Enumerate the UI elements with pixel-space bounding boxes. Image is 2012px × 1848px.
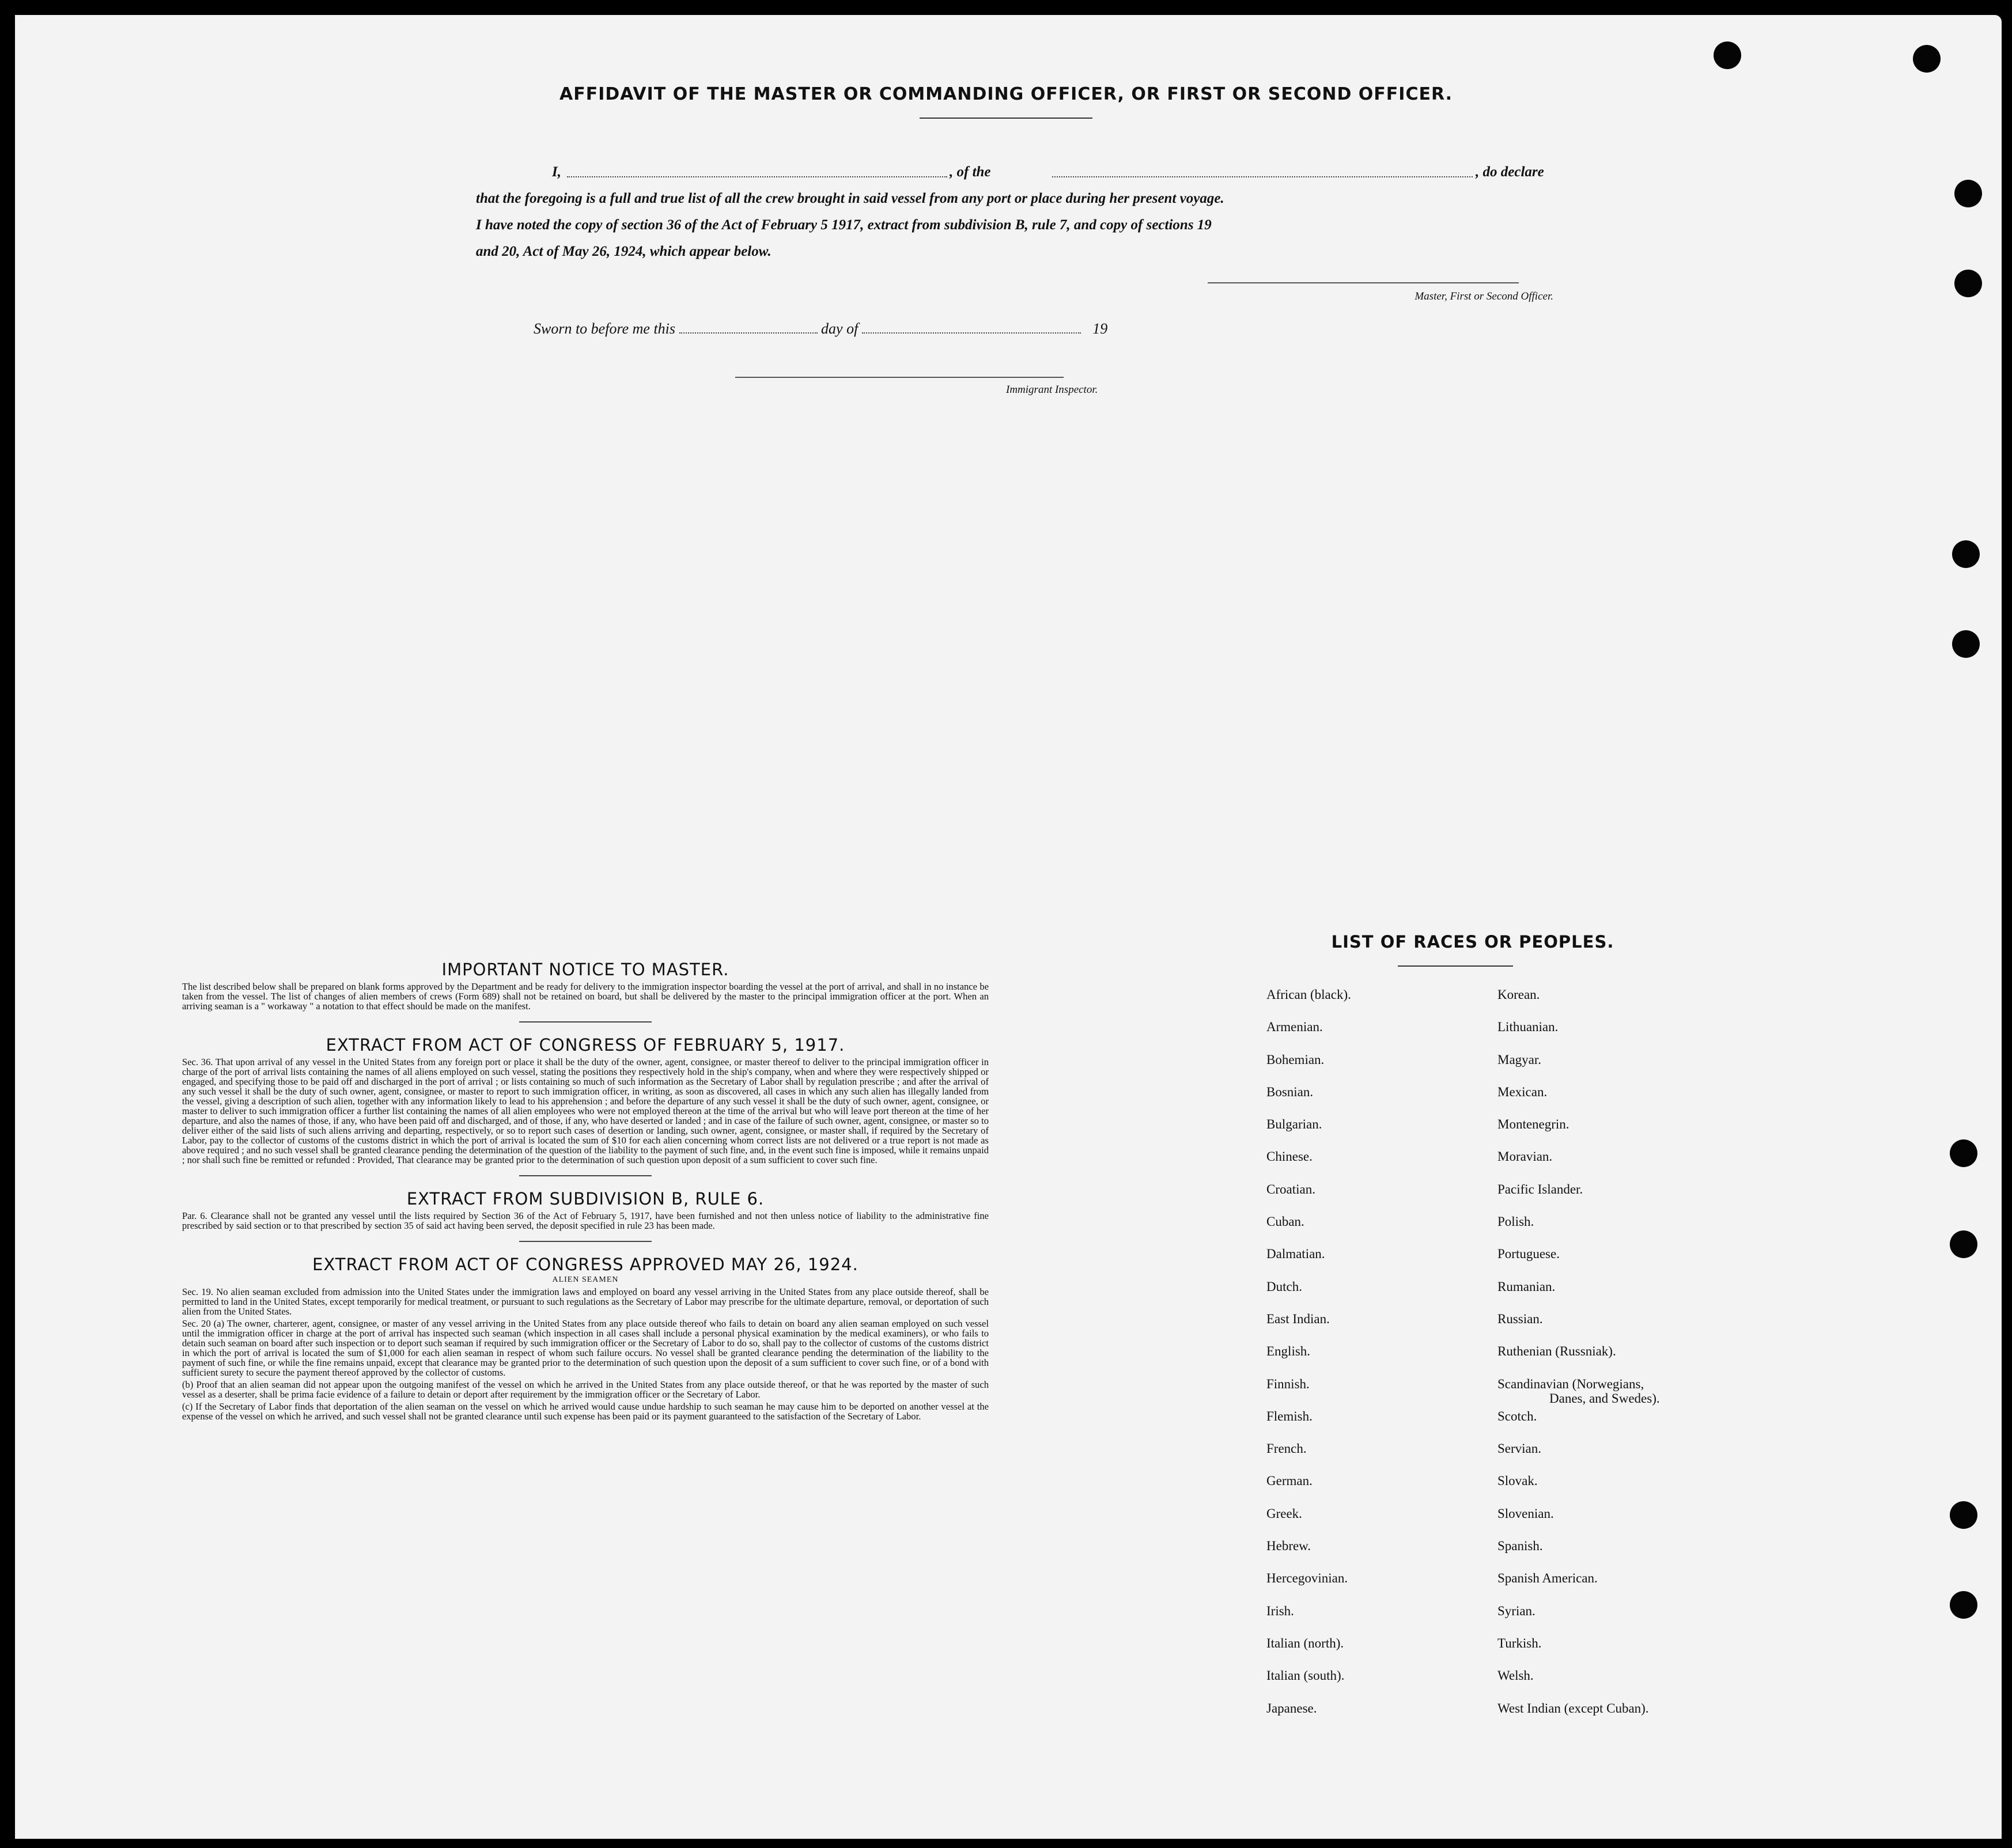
race-item: Spanish American. [1497,1571,1598,1586]
race-item: Spanish. [1497,1539,1543,1554]
alien-seamen-subhead: ALIEN SEAMEN [552,1275,619,1284]
day-of-label: day of [821,320,858,337]
extract-1924-title: EXTRACT FROM ACT OF CONGRESS APPROVED MAY 26, 1924. [312,1255,858,1274]
race-item: African (black). [1266,987,1351,1002]
rule6-title: EXTRACT FROM SUBDIVISION B, RULE 6. [406,1189,765,1209]
race-item: Magyar. [1497,1052,1542,1067]
race-item: French. [1266,1441,1307,1456]
race-item: Syrian. [1497,1603,1536,1618]
race-item: Finnish. [1266,1376,1310,1391]
race-item: Flemish. [1266,1408,1313,1423]
race-item: Mexican. [1497,1084,1548,1099]
race-item: Rumanian. [1497,1279,1556,1294]
race-item: Polish. [1497,1214,1534,1229]
inspector-label: Immigrant Inspector. [1006,384,1098,396]
race-item: Pacific Islander. [1497,1181,1583,1196]
race-item-multiline [1497,1377,1660,1409]
do-declare-label: , do declare [1476,164,1544,180]
punch-hole [1714,41,1741,69]
race-item: Italian (north). [1266,1635,1344,1650]
sec20a-body: Sec. 20 (a) The owner, charterer, agent, consignee, or master of any vessel arriving in the United States from any place outside thereof who fails to detain on board any alien seaman employed on such vessel until the immigration officer in charge at the port of arrival has inspected such seaman (which inspection in all cases shall include a personal physical examination by the medical examiners), or who fails to detain such seaman on board after such inspection or to deport such seaman if required by such immigration officer or the Secretary of Labor to do so, shall pay to the collector of customs of the customs district in which the port of arrival is located the sum of $1,000 for each alien seaman in respect of whom such failure occurs. No vessel shall be granted clearance pending the determination of the liability to the payment of such fine, or while the fine remains unpaid, except that clearance may be granted prior to the determination of such question upon the deposit of a sum sufficient to cover such fine, or of a bond with sufficient surety to secure the payment thereof approved by the collector of customs. [182,1318,989,1378]
sec20b-body: (b) Proof that an alien seaman did not appear upon the outgoing manifest of the vessel on which he arrived in the United States from any place outside thereof, or that he was reported by the master of such vessel as a deserter, shall be prima facie evidence of a failure to detain or deport after requirement by the immigration officer or the Secretary of Labor. [182,1379,989,1400]
vessel-blank[interactable] [1052,176,1473,177]
rule6-body: Par. 6. Clearance shall not be granted any vessel until the lists required by Section 36 of the Act of February 5, 1917, have been furnished and not then unless notice of liability to the administrative fine prescribed by said section or to that prescribed by section 35 of said act having been served, the deposit specified in rule 23 has been made. [182,1210,989,1231]
race-item: Moravian. [1497,1149,1553,1164]
races-title-underline [1398,965,1513,967]
section-divider [519,1175,652,1176]
extract-1917-title: EXTRACT FROM ACT OF CONGRESS OF FEBRUARY 5, 1917. [326,1035,845,1055]
race-item: Turkish. [1497,1635,1542,1650]
declaration-line-1 [476,159,1571,185]
day-blank[interactable] [679,332,818,334]
legal-notices [182,960,989,1421]
signature-label: Master, First or Second Officer. [1415,290,1553,302]
race-item: Bosnian. [1266,1084,1314,1099]
of-the-label: , of the [950,164,991,180]
sec20c-body: (c) If the Secretary of Labor finds that deportation of the alien seaman on the vessel on which he arrived would cause undue hardship to such seaman he may cause him to be deported on another vessel at the expense of the vessel on which he arrived, and such vessel shall not be granted clearance until such expense has been paid or its payment guaranteed to the satisfaction of the Secretary of Labor. [182,1401,989,1422]
race-item: Korean. [1497,987,1540,1002]
race-item: German. [1266,1474,1313,1489]
race-item: Cuban. [1266,1214,1304,1229]
declaration-line-4: and 20, Act of May 26, 1924, which appear below. [476,244,771,259]
race-item: English. [1266,1344,1311,1359]
race-item: Montenegrin. [1497,1117,1569,1132]
race-item: Welsh. [1497,1668,1534,1683]
name-blank[interactable] [567,176,947,177]
race-item: Slovenian. [1497,1506,1554,1521]
race-item: Chinese. [1266,1149,1313,1164]
punch-hole [1950,1139,1977,1167]
document-page [15,15,2002,1839]
races-list-right [1497,987,1660,1733]
race-item: Japanese. [1266,1701,1317,1716]
race-item: Lithuanian. [1497,1020,1559,1035]
race-item: Hebrew. [1266,1539,1311,1554]
race-item: Bohemian. [1266,1052,1325,1067]
signature-line[interactable] [1208,282,1519,283]
section-divider [519,1241,652,1242]
punch-hole [1950,1230,1977,1258]
race-item: Scotch. [1497,1408,1537,1423]
punch-hole [1913,45,1941,73]
race-item: Slovak. [1497,1474,1538,1489]
race-item: Portuguese. [1497,1247,1560,1262]
i-label: I, [552,164,561,180]
punch-hole [1954,180,1982,207]
punch-hole [1952,540,1980,568]
inspector-signature-line[interactable] [735,377,1064,378]
punch-hole [1950,1591,1977,1619]
races-list-left [1266,987,1351,1733]
race-item: Servian. [1497,1441,1542,1456]
race-item: Hercegovinian. [1266,1571,1348,1586]
races-title: LIST OF RACES OR PEOPLES. [1331,932,1614,952]
race-item-line: Scandinavian (Norwegians, [1497,1376,1644,1391]
punch-hole [1950,1501,1977,1529]
affidavit-title: AFFIDAVIT OF THE MASTER OR COMMANDING OFFICER, OR FIRST OR SECOND OFFICER. [559,84,1453,104]
race-item: East Indian. [1266,1311,1330,1326]
race-item: West Indian (except Cuban). [1497,1701,1649,1716]
declaration-line-2: that the foregoing is a full and true list of all the crew brought in said vessel from any port or place during her present voyage. [476,191,1224,206]
affidavit-declaration [476,159,1571,265]
race-item: Irish. [1266,1603,1294,1618]
race-item: Greek. [1266,1506,1302,1521]
race-item: Ruthenian (Russniak). [1497,1344,1616,1359]
race-item: Dalmatian. [1266,1247,1325,1262]
month-blank[interactable] [862,332,1081,334]
punch-hole [1952,630,1980,658]
race-item-line: Danes, and Swedes). [1549,1391,1660,1406]
sec19-body: Sec. 19. No alien seaman excluded from admission into the United States under the immigration laws and employed on board any vessel arriving in the United States from any place outside thereof, shall be permitted to land in the United States, except temporarily for medical treatment, or pursuant to such regulations as the Secretary of Labor may prescribe for the ultimate departure, removal, or deportation of such alien from the United States. [182,1286,989,1317]
notice-title: IMPORTANT NOTICE TO MASTER. [441,960,729,979]
sworn-line [534,320,1107,338]
title-underline [920,118,1092,119]
declaration-line-3: I have noted the copy of section 36 of the Act of February 5 1917, extract from subdivision B, rule 7, and copy of sections 19 [476,217,1212,233]
race-item: Bulgarian. [1266,1117,1322,1132]
punch-hole [1954,270,1982,297]
race-item: Russian. [1497,1311,1543,1326]
race-item: Dutch. [1266,1279,1302,1294]
race-item: Armenian. [1266,1020,1323,1035]
notice-body: The list described below shall be prepared on blank forms approved by the Department and be ready for delivery to the immigration inspector boarding the vessel at the port of arrival, and shall in no instance be taken from the vessel. The list of changes of alien members of crews (Form 689) shall not be retained on board, but shall be delivered by the master to the principal immigration officer at the port. When an arriving seaman is a " workaway " a notation to that effect should be made on the manifest. [182,981,989,1012]
section-divider [519,1021,652,1023]
year-label: 19 [1092,320,1108,337]
sworn-prefix: Sworn to before me this [534,320,676,337]
race-item: Croatian. [1266,1181,1315,1196]
race-item: Italian (south). [1266,1668,1345,1683]
extract-1917-body: Sec. 36. That upon arrival of any vessel in the United States from any foreign port or place it shall be the duty of the owner, agent, consignee, or master thereof to deliver to the principal immigration officer in charge of the port of arrival lists containing the names of all aliens employed on such vessel, stating the positions they respectively hold in the ship's company, when and where they were respectively shipped or engaged, and specifying those to be paid off and discharged in the port of arrival ; or lists containing so much of such information as the Secretary of Labor shall by regulation prescribe ; and after the arrival of any such vessel it shall be the duty of such owner, agent, consignee, or master to report to such immigration officer, in writing, as soon as discovered, all cases in which any such alien has illegally landed from the vessel, giving a description of such alien, together with any information likely to lead to his apprehension ; and before the departure of any such vessel it shall be the duty of such owner, agent, consignee, or master to deliver to such immigration officer a further list containing the names of all alien employees who were not employed thereon at the time of the arrival but who will leave port thereon at the time of her departure, and also the names of those, if any, who have been paid off and discharged, and of those, if any, who have deserted or landed ; and in case of the failure of such owner, agent, consignee, or master so to deliver either of the said lists of such aliens arriving and departing, respectively, or so to report such cases of desertion or landing, such owner, agent, consignee, or master shall, if required by the Secretary of Labor, pay to the collector of customs of the customs district in which the port of arrival is located the sum of $10 for each alien concerning whom correct lists are not delivered or a true report is not made as above required ; and no such vessel shall be granted clearance pending the determination of the question of the liability to the payment of such fine, and, in the event such fine is imposed, while it remains unpaid ; nor shall such fine be remitted or refunded : Provided, That clearance may be granted prior to the determination of such question upon deposit of a sum sufficient to cover such fine. [182,1056,989,1165]
